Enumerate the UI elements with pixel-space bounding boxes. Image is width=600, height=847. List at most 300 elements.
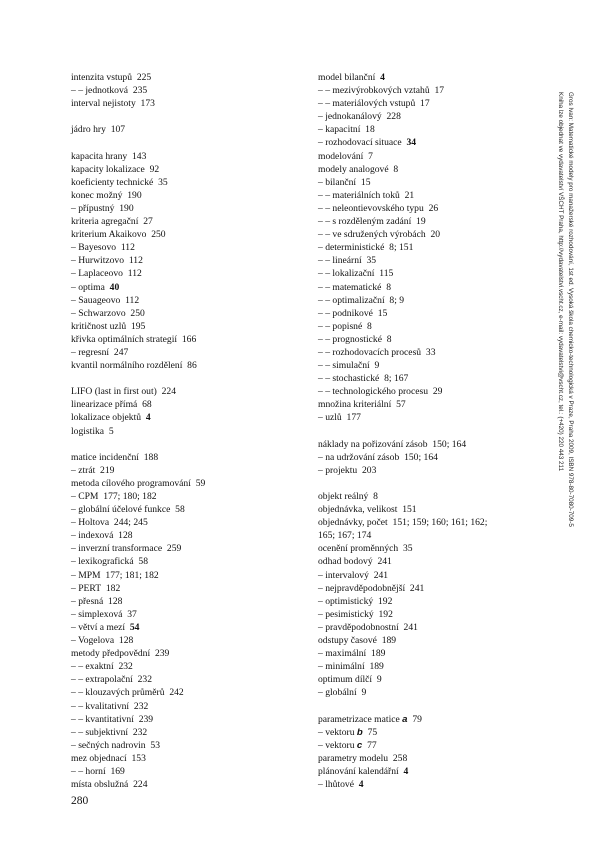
index-term: – deterministické bbox=[318, 242, 385, 254]
index-entry bbox=[318, 97, 568, 110]
index-term: – inverzní transformace bbox=[71, 543, 163, 555]
index-pages: 232 bbox=[137, 674, 152, 686]
index-term: – Sauageovo bbox=[71, 294, 121, 306]
index-term: – – horní bbox=[71, 765, 106, 777]
index-entry bbox=[318, 569, 568, 582]
index-entry bbox=[71, 516, 286, 529]
index-column-right bbox=[318, 71, 568, 791]
index-pages: 77 bbox=[367, 739, 377, 751]
index-pages: 54 bbox=[129, 621, 140, 633]
index-term: – – optimalizační bbox=[318, 294, 385, 306]
index-entry bbox=[71, 176, 286, 189]
index-entry bbox=[71, 765, 286, 778]
index-entry bbox=[318, 438, 568, 451]
index-pages: 4 bbox=[145, 412, 151, 424]
index-entry bbox=[71, 136, 286, 149]
index-entry bbox=[318, 713, 568, 726]
index-entry bbox=[318, 686, 568, 699]
index-term: kritičnost uzlů bbox=[71, 320, 127, 332]
index-pages: 8 bbox=[393, 163, 399, 175]
index-pages: 219 bbox=[100, 464, 115, 476]
index-pages: 17 bbox=[420, 98, 430, 110]
index-pages: 112 bbox=[120, 242, 135, 254]
index-term: modelování bbox=[318, 150, 364, 162]
index-entry bbox=[71, 595, 286, 608]
index-pages: 232 bbox=[132, 726, 148, 738]
index-pages: 177; 180; 182 bbox=[103, 491, 157, 502]
index-entry bbox=[71, 739, 286, 752]
index-pages: 58 bbox=[175, 504, 185, 516]
index-entry bbox=[318, 739, 568, 752]
index-entry bbox=[71, 686, 286, 699]
index-entry bbox=[318, 346, 568, 359]
index-entry bbox=[71, 163, 286, 176]
index-entry bbox=[318, 634, 568, 647]
index-term: kriterium Akaikovo bbox=[71, 229, 147, 241]
index-term: matice incidenční bbox=[71, 451, 139, 463]
index-term: – – podnikové bbox=[318, 307, 373, 319]
index-pages: 241 bbox=[409, 582, 425, 594]
index-term: – lexikografická bbox=[71, 556, 134, 568]
index-term: – – extrapolační bbox=[71, 674, 133, 686]
index-entry bbox=[318, 398, 568, 411]
index-pages: 9 bbox=[374, 360, 380, 372]
index-pages: 232 bbox=[118, 661, 133, 673]
index-entry bbox=[318, 752, 568, 765]
index-symbol: a bbox=[402, 713, 408, 725]
index-pages: 232 bbox=[133, 700, 149, 712]
index-pages: 224 bbox=[161, 386, 176, 398]
index-pages: 26 bbox=[428, 202, 439, 214]
index-entry bbox=[318, 228, 568, 241]
index-entry bbox=[318, 372, 568, 385]
index-pages: 151 bbox=[402, 504, 417, 516]
index-entry bbox=[318, 215, 568, 228]
index-entry bbox=[318, 71, 568, 84]
index-pages: 224 bbox=[133, 779, 148, 791]
index-pages: 86 bbox=[187, 360, 197, 372]
index-term: plánování kalendářní bbox=[318, 765, 399, 777]
index-pages: 107 bbox=[110, 124, 126, 136]
index-entry bbox=[71, 346, 286, 359]
index-entry bbox=[318, 385, 568, 398]
index-entry bbox=[318, 529, 568, 542]
side-note-line: Kniha lze objednat ve vydavatelství VŠCHT Praha, http://vydavatelstvi.vscht.cz, e-mail: vydavatelstvi@vscht.cz, tel.: (+420) 220 443 211 bbox=[557, 92, 565, 472]
index-term: odstupy časové bbox=[318, 635, 377, 647]
index-entry bbox=[71, 425, 286, 438]
index-entry bbox=[318, 333, 568, 346]
index-term: – indexová bbox=[71, 530, 114, 542]
index-pages: 177; 181; 182 bbox=[105, 569, 159, 581]
index-term: – na udržování zásob bbox=[318, 451, 400, 463]
index-entry bbox=[71, 71, 286, 84]
index-entry bbox=[71, 372, 286, 385]
index-term: – pesimistický bbox=[318, 608, 374, 620]
index-term: – Holtova bbox=[71, 517, 110, 529]
index-entry bbox=[71, 634, 286, 647]
index-pages: 190 bbox=[119, 202, 134, 214]
index-term: množina kriteriální bbox=[318, 399, 392, 411]
side-note bbox=[556, 92, 575, 562]
index-term: ocenění proměnných bbox=[318, 543, 399, 555]
index-pages: 250 bbox=[130, 307, 145, 319]
index-entry bbox=[318, 123, 568, 136]
index-term: – sečných nadrovin bbox=[71, 739, 146, 751]
index-entry bbox=[318, 726, 568, 739]
index-pages: 242 bbox=[169, 687, 184, 699]
index-term: – jednokanálový bbox=[318, 111, 382, 123]
index-entry bbox=[71, 398, 286, 411]
index-pages: 92 bbox=[149, 163, 160, 175]
index-entry bbox=[71, 359, 286, 372]
index-pages: 15 bbox=[360, 176, 371, 188]
index-pages: 192 bbox=[378, 608, 393, 620]
index-entry bbox=[318, 411, 568, 424]
index-term: – – neleontievovského typu bbox=[318, 202, 424, 214]
index-pages: 75 bbox=[367, 726, 378, 738]
index-term: 165; 167; 174 bbox=[318, 530, 372, 542]
index-term: kriteria agregační bbox=[71, 216, 139, 228]
index-pages: 235 bbox=[132, 85, 148, 97]
index-pages: 34 bbox=[406, 137, 417, 149]
index-pages: 21 bbox=[404, 189, 415, 201]
index-term: – simplexová bbox=[71, 608, 123, 620]
index-entry bbox=[318, 281, 568, 294]
index-pages: 112 bbox=[127, 268, 142, 280]
index-entry bbox=[318, 307, 568, 320]
index-term: – PERT bbox=[71, 582, 102, 594]
index-pages: 68 bbox=[142, 399, 152, 411]
index-pages: 250 bbox=[151, 229, 166, 241]
index-pages: 189 bbox=[369, 661, 384, 673]
index-term: – regresní bbox=[71, 346, 110, 358]
index-pages: 228 bbox=[386, 111, 401, 123]
index-entry bbox=[71, 411, 286, 424]
index-entry bbox=[71, 713, 286, 726]
index-term: – Vogelova bbox=[71, 635, 115, 647]
index-term: metody předpovědní bbox=[71, 648, 151, 660]
index-entry bbox=[318, 464, 568, 477]
index-pages: 35 bbox=[158, 176, 168, 188]
index-entry bbox=[71, 215, 286, 228]
index-pages: 173 bbox=[140, 98, 155, 110]
page-number: 280 bbox=[71, 795, 89, 807]
index-term: – – stochastické bbox=[318, 373, 380, 385]
index-term: konec možný bbox=[71, 189, 123, 201]
index-term: logistika bbox=[71, 425, 105, 437]
index-entry bbox=[71, 752, 286, 765]
index-entry bbox=[71, 608, 286, 621]
index-pages: 151; 159; 160; 161; 162; bbox=[392, 517, 488, 529]
index-pages: 112 bbox=[128, 255, 143, 267]
index-pages: 225 bbox=[136, 72, 152, 83]
index-term: – – mezivýrobkových vztahů bbox=[318, 85, 430, 97]
index-pages: 166 bbox=[181, 333, 197, 345]
index-term: mez objednací bbox=[71, 752, 127, 764]
index-pages: 150; 164 bbox=[404, 451, 438, 463]
index-pages: 9 bbox=[376, 674, 382, 686]
index-pages: 40 bbox=[109, 281, 120, 293]
index-entry bbox=[318, 110, 568, 123]
index-term: – globální účelové funkce bbox=[71, 504, 171, 516]
index-entry bbox=[318, 542, 568, 555]
index-entry bbox=[71, 84, 286, 97]
index-entry bbox=[71, 110, 286, 123]
index-entry bbox=[318, 595, 568, 608]
index-term: – intervalový bbox=[318, 569, 369, 581]
index-term: – – lokalizační bbox=[318, 268, 375, 280]
index-term: linearizace přímá bbox=[71, 399, 138, 411]
index-pages: 8 bbox=[386, 333, 392, 345]
index-pages: 241 bbox=[373, 569, 389, 581]
index-term: – – kvantitativní bbox=[71, 713, 134, 725]
index-term: – – popisné bbox=[318, 320, 363, 332]
index-entry bbox=[318, 176, 568, 189]
index-pages: 241 bbox=[377, 556, 392, 568]
index-term: – – rozhodovacích procesů bbox=[318, 346, 422, 358]
index-term: kapacita hrany bbox=[71, 150, 128, 162]
index-entry bbox=[71, 97, 286, 110]
index-pages: 239 bbox=[154, 648, 170, 660]
index-pages: 258 bbox=[392, 752, 408, 764]
index-entry bbox=[71, 477, 286, 490]
index-term: parametry modelu bbox=[318, 752, 389, 764]
index-pages: 153 bbox=[131, 752, 146, 764]
index-pages: 150; 164 bbox=[432, 438, 467, 450]
index-term: – – jednotková bbox=[71, 85, 129, 97]
index-pages: 8 bbox=[386, 281, 391, 293]
index-pages: 182 bbox=[105, 582, 121, 594]
index-pages: 79 bbox=[412, 713, 422, 725]
index-pages: 15 bbox=[377, 307, 388, 319]
index-entry bbox=[318, 673, 568, 686]
index-pages: 189 bbox=[371, 648, 386, 660]
index-column-left bbox=[71, 71, 286, 791]
index-pages: 247 bbox=[113, 346, 129, 358]
index-pages: 20 bbox=[430, 229, 441, 241]
index-pages: 115 bbox=[379, 268, 394, 280]
index-entry bbox=[71, 294, 286, 307]
index-entry bbox=[71, 621, 286, 634]
index-pages: 189 bbox=[381, 635, 397, 647]
index-entry bbox=[318, 136, 568, 149]
index-entry bbox=[318, 516, 568, 529]
index-term: – Laplaceovo bbox=[71, 268, 123, 280]
index-entry bbox=[318, 294, 568, 307]
index-pages: 128 bbox=[108, 595, 123, 607]
index-entry bbox=[71, 202, 286, 215]
index-pages: 8; 151 bbox=[389, 242, 414, 254]
index-term: – optima bbox=[71, 281, 105, 293]
index-entry bbox=[318, 700, 568, 713]
index-entry bbox=[318, 84, 568, 97]
index-entry bbox=[71, 647, 286, 660]
index-term: – projektu bbox=[318, 464, 358, 476]
index-pages: 9 bbox=[361, 687, 367, 699]
index-term: – přesná bbox=[71, 595, 104, 607]
index-entry bbox=[318, 451, 568, 464]
index-entry bbox=[71, 503, 286, 516]
index-term: model bilanční bbox=[318, 72, 376, 83]
index-term: optimum dílčí bbox=[318, 674, 373, 686]
index-entry bbox=[71, 438, 286, 451]
index-term: jádro hry bbox=[71, 124, 106, 136]
index-term: lokalizace objektů bbox=[71, 412, 142, 424]
index-entry bbox=[71, 700, 286, 713]
index-term: – přípustný bbox=[71, 202, 115, 214]
index-entry bbox=[71, 123, 286, 136]
index-pages: 177 bbox=[346, 412, 361, 424]
index-term: místa obslužná bbox=[71, 779, 129, 791]
index-pages: 33 bbox=[425, 346, 436, 358]
index-term: – vektoru bbox=[318, 739, 355, 751]
index-entry bbox=[318, 778, 568, 791]
index-pages: 8; 167 bbox=[384, 373, 409, 385]
index-term: – – kvalitativní bbox=[71, 700, 130, 712]
index-term: – – materiálních toků bbox=[318, 189, 400, 201]
index-entry bbox=[318, 608, 568, 621]
index-pages: 169 bbox=[110, 765, 125, 777]
index-term: – – simulační bbox=[318, 360, 370, 372]
index-entry bbox=[71, 189, 286, 202]
index-symbol: c bbox=[356, 739, 363, 751]
index-pages: 58 bbox=[138, 556, 148, 568]
index-entry bbox=[71, 778, 286, 791]
index-entry bbox=[71, 241, 286, 254]
index-pages: 8; 9 bbox=[389, 294, 405, 306]
index-pages: 8 bbox=[367, 320, 372, 332]
index-term: – kapacitní bbox=[318, 124, 361, 136]
index-entry bbox=[71, 569, 286, 582]
index-entry bbox=[71, 320, 286, 333]
index-pages: 188 bbox=[143, 451, 159, 463]
index-pages: 35 bbox=[366, 255, 377, 267]
index-entry bbox=[71, 555, 286, 568]
index-pages: 4 bbox=[380, 72, 385, 83]
index-term: parametrizace matice bbox=[318, 713, 400, 725]
index-pages: 128 bbox=[118, 635, 134, 647]
index-term: – – s rozděleným zadání bbox=[318, 216, 412, 228]
index-entry bbox=[318, 202, 568, 215]
index-entry bbox=[318, 660, 568, 673]
index-pages: 29 bbox=[432, 386, 443, 398]
index-entry bbox=[318, 425, 568, 438]
index-pages: 241 bbox=[403, 621, 418, 633]
index-entry bbox=[71, 529, 286, 542]
index-entry bbox=[71, 673, 286, 686]
index-term: – uzlů bbox=[318, 412, 342, 424]
index-term: náklady na pořizování zásob bbox=[318, 438, 428, 450]
index-entry bbox=[318, 320, 568, 333]
index-term: – pravděpodobnostní bbox=[318, 621, 399, 633]
index-pages: 4 bbox=[358, 779, 364, 791]
index-entry bbox=[318, 150, 568, 163]
index-pages: 203 bbox=[361, 464, 377, 476]
index-pages: 259 bbox=[166, 543, 182, 555]
index-entry bbox=[318, 765, 568, 778]
index-term: – – exaktní bbox=[71, 661, 114, 673]
index-term: objekt reálný bbox=[318, 491, 369, 502]
index-term: – Bayesovo bbox=[71, 242, 117, 254]
index-term: – vektoru bbox=[318, 726, 355, 738]
index-term: – lhůtové bbox=[318, 779, 354, 791]
index-term: – bilanční bbox=[318, 176, 357, 188]
index-pages: 5 bbox=[108, 425, 114, 437]
index-pages: 59 bbox=[195, 477, 206, 489]
index-term: – – matematické bbox=[318, 281, 382, 293]
index-term: – – materiálových vstupů bbox=[318, 98, 416, 110]
index-term: – Schwarzovo bbox=[71, 307, 126, 319]
index-entry bbox=[71, 660, 286, 673]
index-entry bbox=[318, 189, 568, 202]
index-entry bbox=[71, 267, 286, 280]
index-entry bbox=[318, 621, 568, 634]
index-entry bbox=[71, 385, 286, 398]
index-entry bbox=[318, 267, 568, 280]
index-entry bbox=[71, 542, 286, 555]
index-term: – – subjektivní bbox=[71, 726, 129, 738]
index-term: křivka optimálních strategií bbox=[71, 333, 178, 345]
index-pages: 195 bbox=[130, 320, 146, 332]
index-term: – – ve sdružených výrobách bbox=[318, 229, 426, 241]
index-term: kapacity lokalizace bbox=[71, 163, 145, 175]
index-term: – – lineární bbox=[318, 255, 362, 267]
index-pages: 35 bbox=[402, 543, 413, 555]
index-term: – rozhodovací situace bbox=[318, 137, 402, 149]
index-term: – minimální bbox=[318, 661, 365, 673]
index-term: objednávky, počet bbox=[318, 517, 388, 529]
index-pages: 27 bbox=[143, 216, 153, 228]
index-pages: 17 bbox=[434, 85, 445, 97]
index-term: – maximální bbox=[318, 648, 367, 660]
index-pages: 53 bbox=[150, 739, 160, 751]
index-entry bbox=[318, 647, 568, 660]
index-term: – větví a mezí bbox=[71, 621, 126, 633]
index-pages: 57 bbox=[396, 399, 406, 411]
index-entry bbox=[71, 451, 286, 464]
index-pages: 18 bbox=[365, 124, 375, 136]
index-pages: 8 bbox=[373, 491, 378, 502]
index-term: – – klouzavých průměrů bbox=[71, 687, 165, 699]
index-entry bbox=[318, 555, 568, 568]
index-entry bbox=[318, 582, 568, 595]
index-pages: 37 bbox=[127, 608, 137, 620]
index-term: interval nejistoty bbox=[71, 98, 136, 110]
index-entry bbox=[71, 490, 286, 503]
index-term: – MPM bbox=[71, 569, 101, 581]
index-entry bbox=[71, 254, 286, 267]
index-term: – – prognostické bbox=[318, 333, 382, 345]
index-entry bbox=[71, 307, 286, 320]
index-entry bbox=[71, 281, 286, 294]
index-pages: 190 bbox=[127, 189, 142, 201]
index-entry bbox=[318, 163, 568, 176]
index-term: koeficienty technické bbox=[71, 176, 154, 188]
index-pages: 143 bbox=[132, 150, 147, 162]
index-entry bbox=[71, 150, 286, 163]
index-pages: 239 bbox=[138, 713, 154, 725]
index-pages: 192 bbox=[377, 595, 393, 607]
index-term: modely analogové bbox=[318, 163, 389, 175]
index-entry bbox=[71, 333, 286, 346]
index-term: LIFO (last in first out) bbox=[71, 386, 157, 398]
index-entry bbox=[71, 464, 286, 477]
index-term: – globální bbox=[318, 687, 357, 699]
index-entry bbox=[318, 359, 568, 372]
index-pages: 244; 245 bbox=[113, 517, 148, 529]
index-entry bbox=[71, 228, 286, 241]
index-pages: 7 bbox=[368, 150, 373, 162]
